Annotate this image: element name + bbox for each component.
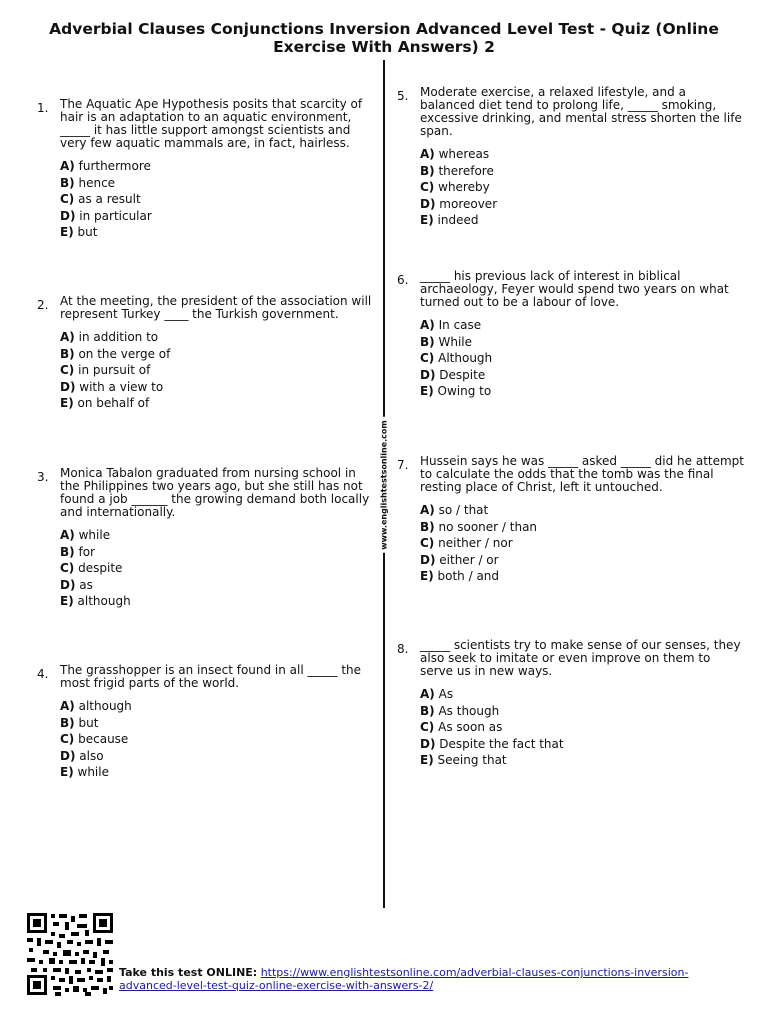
question-stem: The Aquatic Ape Hypothesis posits that scarcity of hair is an adaptation to an aquatic environment, _____ it has little support amongst scientists and very few aquatic mammals are, in fact, hairless. <box>60 97 363 150</box>
option-text: In case <box>438 318 482 332</box>
option-b[interactable] <box>420 163 742 180</box>
option-a[interactable] <box>420 502 747 519</box>
option-key: A) <box>60 699 75 713</box>
option-text: whereas <box>438 147 490 161</box>
qr-code-icon[interactable] <box>25 911 115 997</box>
option-key: B) <box>420 163 435 178</box>
option-key: B) <box>60 715 75 730</box>
question-5 <box>397 86 742 229</box>
footer <box>25 911 745 1001</box>
option-key: A) <box>420 147 435 161</box>
option-a[interactable] <box>60 698 367 715</box>
option-key: B) <box>420 703 435 718</box>
option-text: furthermore <box>78 159 151 173</box>
question-number: 4. <box>37 667 49 681</box>
question-6 <box>397 270 737 400</box>
option-key: B) <box>60 175 75 190</box>
footer-text <box>119 966 719 992</box>
option-c[interactable] <box>420 719 742 736</box>
option-d[interactable] <box>420 196 742 213</box>
option-e[interactable] <box>60 395 377 412</box>
option-b[interactable] <box>60 544 377 561</box>
option-text: either / or <box>439 552 499 567</box>
option-key: C) <box>420 351 435 365</box>
option-text: Owing to <box>437 384 492 398</box>
option-a[interactable] <box>60 158 377 175</box>
question-number: 3. <box>37 470 49 484</box>
option-b[interactable] <box>60 715 367 732</box>
option-key: B) <box>420 519 435 534</box>
question-number: 8. <box>397 642 409 656</box>
option-key: C) <box>60 732 75 746</box>
option-c[interactable] <box>420 179 742 196</box>
option-key: D) <box>60 748 76 763</box>
option-text: As <box>438 687 454 701</box>
options-list <box>60 698 367 781</box>
option-a[interactable] <box>60 527 377 544</box>
option-text: Despite the fact that <box>439 736 564 751</box>
side-url-text: www.englishtestsonline.com <box>380 417 389 553</box>
question-7 <box>397 455 747 585</box>
option-text: in pursuit of <box>78 363 151 377</box>
question-4 <box>37 664 367 781</box>
option-key: C) <box>60 192 75 206</box>
option-d[interactable] <box>420 736 742 753</box>
options-list <box>60 329 377 412</box>
option-key: B) <box>420 334 435 349</box>
option-text: while <box>78 528 111 542</box>
option-d[interactable] <box>60 208 377 225</box>
option-text: Seeing that <box>437 753 507 767</box>
option-b[interactable] <box>420 703 742 720</box>
option-key: E) <box>60 396 74 410</box>
option-text: as <box>79 577 93 592</box>
option-a[interactable] <box>420 686 742 703</box>
question-number: 6. <box>397 273 409 287</box>
option-text: both / and <box>437 569 500 583</box>
option-text: as a result <box>78 192 141 206</box>
option-d[interactable] <box>60 748 367 765</box>
question-stem: Hussein says he was _____ asked _____ did he attempt to calculate the odds that the tomb was the final resting place of Christ, left it untouched. <box>420 454 744 494</box>
option-key: E) <box>60 594 74 608</box>
question-3 <box>37 467 377 610</box>
option-key: A) <box>420 503 435 517</box>
option-b[interactable] <box>420 334 737 351</box>
option-key: E) <box>60 765 74 779</box>
question-stem: _____ his previous lack of interest in biblical archaeology, Feyer would spend two years on what turned out to be a labour of love. <box>420 269 729 309</box>
option-key: E) <box>420 213 434 227</box>
option-key: A) <box>60 330 75 344</box>
question-2 <box>37 295 377 412</box>
option-key: A) <box>420 687 435 701</box>
test-url-link[interactable]: https://www.englishtestsonline.com/adverbial-clauses-conjunctions-inversion-advanced-level-test-quiz-online-exercise-with-answers-2/ <box>119 966 689 992</box>
option-text: on the verge of <box>78 346 171 361</box>
option-b[interactable] <box>60 346 377 363</box>
page-title: Adverbial Clauses Conjunctions Inversion Advanced Level Test - Quiz (Online Exercise With Answers) 2 <box>49 20 719 56</box>
option-text: on behalf of <box>77 396 150 410</box>
question-1 <box>37 98 377 241</box>
option-text: while <box>77 765 109 779</box>
option-text: with a view to <box>79 379 164 394</box>
option-key: C) <box>420 180 435 194</box>
question-stem: The grasshopper is an insect found in all _____ the most frigid parts of the world. <box>60 663 362 690</box>
option-text: moreover <box>439 196 498 211</box>
option-key: C) <box>60 561 75 575</box>
option-text: neither / nor <box>438 536 513 550</box>
question-stem: Monica Tabalon graduated from nursing school in the Philippines two years ago, but she still has not found a job ______ the growing demand both locally and internationally. <box>60 466 370 519</box>
option-key: B) <box>60 346 75 361</box>
question-number: 7. <box>397 458 409 472</box>
option-text: in addition to <box>78 330 159 344</box>
option-key: E) <box>420 384 434 398</box>
option-text: although <box>77 594 131 608</box>
option-a[interactable] <box>60 329 377 346</box>
question-number: 1. <box>37 101 49 115</box>
option-key: D) <box>420 736 436 751</box>
option-text: in particular <box>79 208 152 223</box>
option-key: C) <box>420 720 435 734</box>
option-e[interactable] <box>420 383 737 400</box>
option-text: but <box>77 225 98 239</box>
option-c[interactable] <box>60 362 377 379</box>
option-text: As soon as <box>438 720 503 734</box>
option-key: B) <box>60 544 75 559</box>
option-key: A) <box>420 318 435 332</box>
option-e[interactable] <box>60 224 377 241</box>
option-key: D) <box>420 367 436 382</box>
option-e[interactable] <box>420 568 747 585</box>
option-text: As though <box>438 703 500 718</box>
option-key: A) <box>60 528 75 542</box>
question-number: 5. <box>397 89 409 103</box>
option-e[interactable] <box>60 593 377 610</box>
options-list <box>420 317 737 400</box>
option-text: whereby <box>438 180 490 194</box>
option-key: E) <box>60 225 74 239</box>
option-e[interactable] <box>60 764 367 781</box>
option-key: E) <box>420 753 434 767</box>
option-key: D) <box>60 379 76 394</box>
option-key: A) <box>60 159 75 173</box>
option-text: indeed <box>437 213 479 227</box>
option-key: C) <box>420 536 435 550</box>
option-key: D) <box>420 196 436 211</box>
option-c[interactable] <box>60 731 367 748</box>
footer-label: Take this test ONLINE: <box>119 966 258 979</box>
options-list <box>420 146 742 229</box>
option-text: hence <box>78 175 116 190</box>
option-text: therefore <box>438 163 494 178</box>
option-text: despite <box>78 561 123 575</box>
option-text: although <box>78 699 132 713</box>
options-list <box>60 527 377 610</box>
option-d[interactable] <box>60 577 377 594</box>
option-text: Despite <box>439 367 486 382</box>
option-text: also <box>79 748 104 763</box>
option-text: for <box>78 544 95 559</box>
option-c[interactable] <box>420 535 747 552</box>
option-text: no sooner / than <box>438 519 538 534</box>
option-c[interactable] <box>420 350 737 367</box>
options-list <box>420 686 742 769</box>
options-list <box>420 502 747 585</box>
option-e[interactable] <box>420 752 742 769</box>
option-key: D) <box>420 552 436 567</box>
option-key: C) <box>60 363 75 377</box>
option-a[interactable] <box>420 146 742 163</box>
option-text: so / that <box>438 503 489 517</box>
option-text: but <box>78 715 99 730</box>
options-list <box>60 158 377 241</box>
option-d[interactable] <box>420 367 737 384</box>
question-stem: _____ scientists try to make sense of our senses, they also seek to imitate or even improve on them to serve us in new ways. <box>420 638 741 678</box>
option-key: E) <box>420 569 434 583</box>
option-key: D) <box>60 577 76 592</box>
question-number: 2. <box>37 298 49 312</box>
option-d[interactable] <box>420 552 747 569</box>
question-stem: At the meeting, the president of the association will represent Turkey ____ the Turkish government. <box>60 294 372 321</box>
option-c[interactable] <box>60 560 377 577</box>
option-key: D) <box>60 208 76 223</box>
option-e[interactable] <box>420 212 742 229</box>
option-text: Although <box>438 351 493 365</box>
option-a[interactable] <box>420 317 737 334</box>
question-8 <box>397 639 742 769</box>
option-text: because <box>78 732 129 746</box>
option-d[interactable] <box>60 379 377 396</box>
option-b[interactable] <box>60 175 377 192</box>
option-c[interactable] <box>60 191 377 208</box>
option-b[interactable] <box>420 519 747 536</box>
option-text: While <box>438 334 472 349</box>
question-stem: Moderate exercise, a relaxed lifestyle, and a balanced diet tend to prolong life, _____ smoking, excessive drinking, and mental stress shorten the life span. <box>420 85 742 138</box>
